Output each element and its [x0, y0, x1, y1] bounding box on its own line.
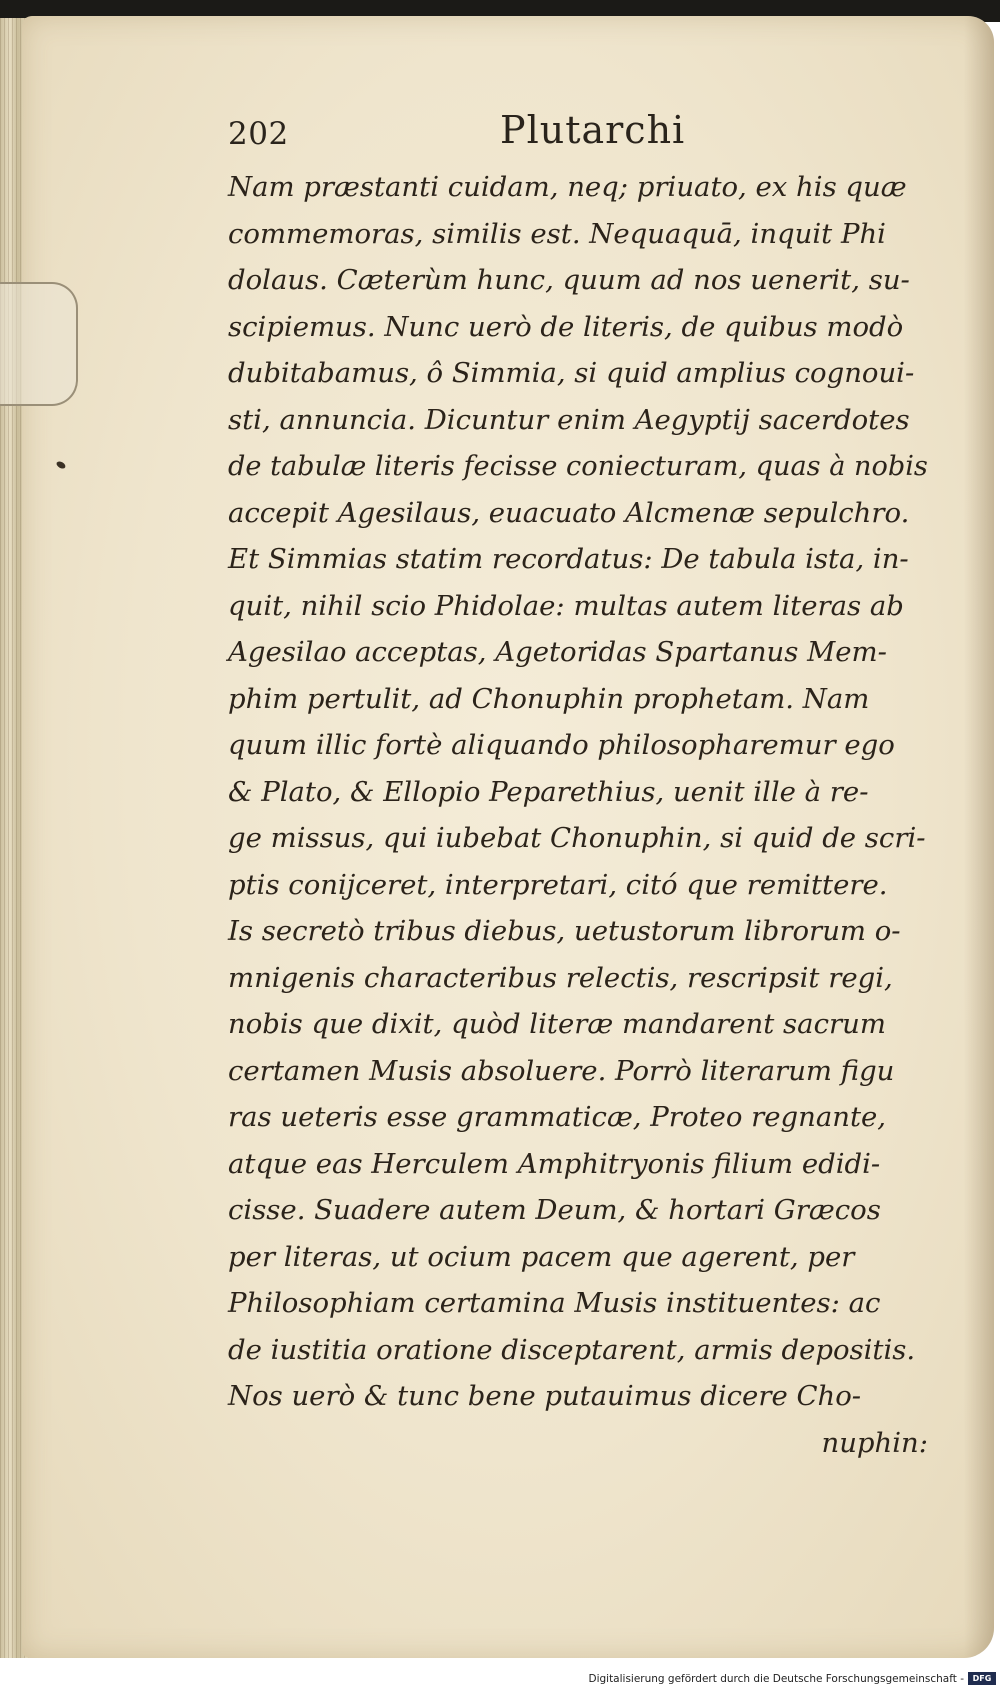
bookmark-tab	[0, 282, 78, 406]
text-line: quit, nihil scio Phidolae: multas autem literas ab	[228, 589, 904, 622]
text-line: ptis conijceret, interpretari, citó que remittere.	[228, 868, 888, 901]
page-number: 202	[228, 116, 289, 152]
text-line: quum illic fortè aliquando philosopharemur ego	[228, 729, 895, 761]
text-line: per literas, ut ocium pacem que agerent, per	[228, 1240, 855, 1273]
text-line: ras ueteris esse grammaticæ, Proteo regnante,	[228, 1101, 887, 1133]
text-line: scipiemus. Nunc uerò de literis, de quibus modò	[228, 310, 904, 343]
footer-bar	[0, 1670, 1000, 1688]
text-line: sti, annuncia. Dicuntur enim Aegyptij sacerdotes	[228, 403, 910, 436]
text-line: cisse. Suadere autem Deum, & hortari Græcos	[228, 1194, 881, 1226]
catchword: nuphin:	[821, 1426, 928, 1459]
text-line: de tabulæ literis fecisse coniecturam, quas à nobis	[228, 450, 928, 482]
page-gutter-shadow	[964, 16, 994, 1658]
text-line: nobis que dixit, quòd literæ mandarent sacrum	[228, 1008, 886, 1040]
text-line: certamen Musis absoluere. Porrò literarum figu	[228, 1054, 895, 1087]
text-line: atque eas Herculem Amphitryonis filium edidi-	[228, 1147, 881, 1180]
dfg-logo-icon: DFG	[968, 1672, 996, 1685]
text-line: Nam præstanti cuidam, neq; priuato, ex his quæ	[228, 171, 907, 203]
running-title: Plutarchi	[500, 108, 686, 152]
body-text	[228, 164, 928, 1466]
text-line: Nos uerò & tunc bene putauimus dicere Cho-	[228, 1380, 862, 1412]
text-line: ge missus, qui iubebat Chonuphin, si quid de scri-	[228, 822, 926, 854]
text-line: Agesilao acceptas, Agetoridas Spartanus Mem-	[228, 636, 887, 668]
text-line: commemoras, similis est. Nequaquā, inquit Phi	[228, 217, 886, 250]
text-line: de iustitia oratione disceptarent, armis depositis.	[228, 1333, 916, 1366]
text-line: dubitabamus, ô Simmia, si quid amplius cognoui-	[228, 357, 915, 389]
text-line: accepit Agesilaus, euacuato Alcmenæ sepulchro.	[228, 496, 910, 529]
text-line: mnigenis characteribus relectis, rescripsit regi,	[228, 961, 893, 994]
funding-credit: Digitalisierung gefördert durch die Deutsche Forschungsgemeinschaft -	[588, 1673, 964, 1685]
page-header	[228, 108, 928, 158]
text-line: Is secretò tribus diebus, uetustorum librorum o-	[228, 915, 901, 947]
text-line: dolaus. Cæterùm hunc, quum ad nos uenerit, su-	[228, 264, 910, 296]
text-line: Et Simmias statim recordatus: De tabula ista, in-	[228, 543, 909, 575]
text-line: & Plato, & Ellopio Peparethius, uenit ille à re-	[228, 775, 869, 808]
text-line: phim pertulit, ad Chonuphin prophetam. Nam	[228, 682, 870, 715]
text-line: Philosophiam certamina Musis instituentes: ac	[228, 1287, 881, 1319]
